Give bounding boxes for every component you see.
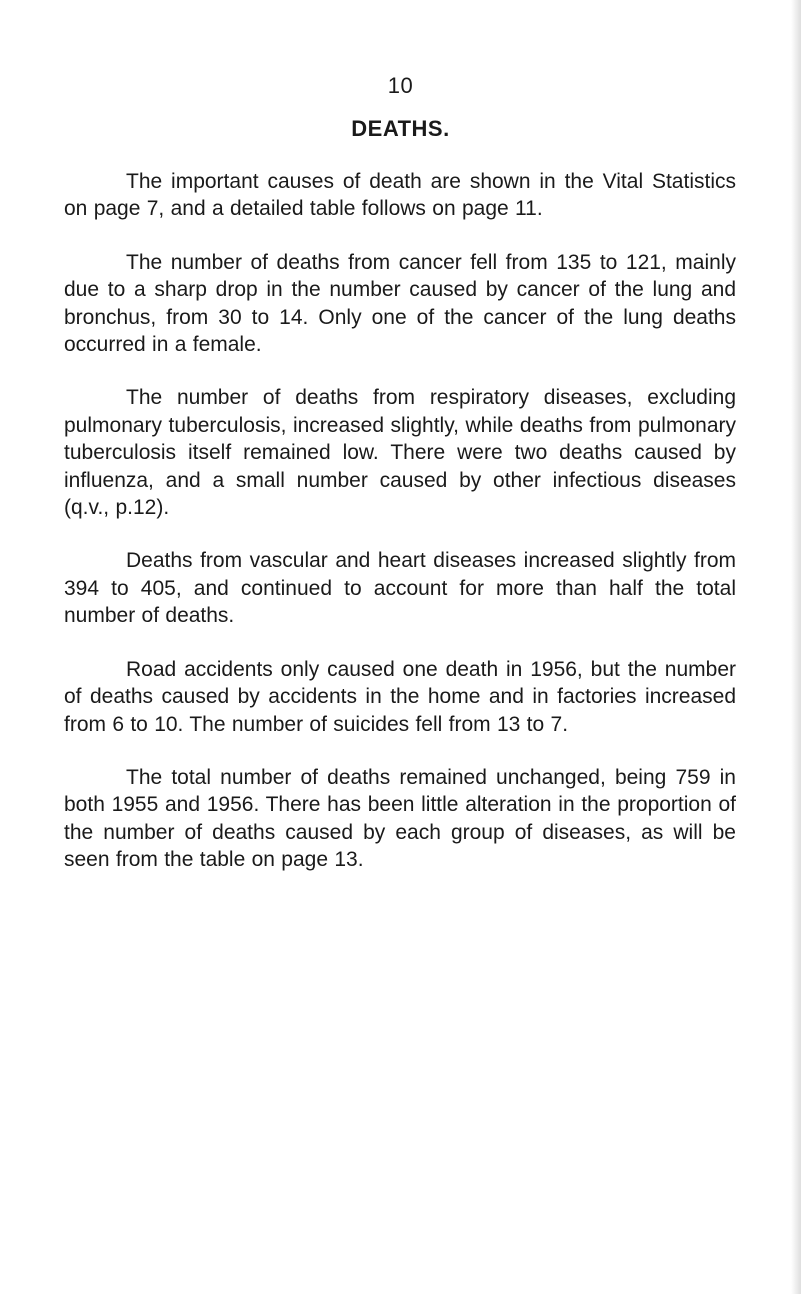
body-text [64,168,736,900]
page-edge-shadow [791,0,801,1294]
paragraph-accidents-suicides: Road accidents only caused one death in 1956, but the number of deaths caused by accidents in the home and in factories increased from 6 to 10. The number of suicides fell from 13 to 7. [64,657,736,736]
paragraph-total-deaths: The total number of deaths remained unchanged, being 759 in both 1955 and 1956. There has been little alteration in the proportion of the number of deaths caused by each group of diseases, as will be seen from the table on page 13. [64,765,736,872]
page-number: 10 [387,73,414,98]
paragraph-cancer-deaths: The number of deaths from cancer fell from 135 to 121, mainly due to a sharp drop in the number caused by cancer of the lung and bronchus, from 30 to 14. Only one of the cancer of the lung deaths occurred in a female. [64,250,736,357]
paragraph-vascular-heart-deaths: Deaths from vascular and heart diseases increased slightly from 394 to 405, and continued to account for more than half the total number of deaths. [64,549,736,628]
paragraph-causes-of-death: The important causes of death are shown in the Vital Statistics on page 7, and a detailed table follows on page 11. [64,170,736,221]
section-heading: DEATHS. [351,116,450,141]
paragraph-respiratory-deaths: The number of deaths from respiratory diseases, excluding pulmonary tuberculosis, increased slightly, while deaths from pulmonary tuberculosis itself remained low. There were two deaths caused by influenza, and a small number caused by other infectious diseases (q.v., p.12). [64,386,736,520]
